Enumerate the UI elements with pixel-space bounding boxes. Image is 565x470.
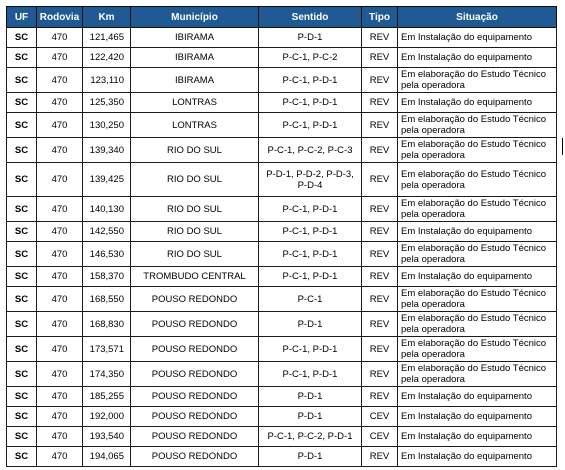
cell-situacao: Em Instalação do equipamento [398,447,557,467]
cell-tipo: REV [362,48,398,68]
cell-municipio: IBIRAMA [131,48,259,68]
cell-sentido: P-C-1, P-C-2, P-D-1 [259,427,362,447]
cell-situacao: Em Instalação do equipamento [398,427,557,447]
cell-uf: SC [7,138,37,163]
cell-uf: SC [7,222,37,242]
table-row [7,447,557,467]
cell-km: 125,350 [83,93,131,113]
header-municipio: Município [131,7,259,28]
header-km: Km [83,7,131,28]
cell-situacao: Em Instalação do equipamento [398,48,557,68]
cell-km: 139,425 [83,163,131,197]
cell-rodovia: 470 [37,312,83,337]
cell-sentido: P-D-1 [259,387,362,407]
cell-sentido: P-C-1, P-D-1 [259,362,362,387]
cell-tipo: REV [362,163,398,197]
cell-situacao: Em elaboração do Estudo Técnico pela operadora [398,138,557,163]
table-row [7,407,557,427]
text-cursor [562,138,563,155]
cell-rodovia: 470 [37,48,83,68]
cell-sentido: P-C-1, P-D-1 [259,267,362,287]
cell-sentido: P-C-1 [259,287,362,312]
cell-uf: SC [7,312,37,337]
cell-uf: SC [7,197,37,222]
cell-municipio: POUSO REDONDO [131,427,259,447]
cell-tipo: REV [362,362,398,387]
cell-uf: SC [7,163,37,197]
cell-situacao: Em Instalação do equipamento [398,222,557,242]
cell-rodovia: 470 [37,68,83,93]
table-header-row [7,7,557,28]
radar-table [6,6,557,467]
cell-km: 142,550 [83,222,131,242]
cell-tipo: REV [362,387,398,407]
cell-sentido: P-C-1, P-C-2 [259,48,362,68]
table-row [7,68,557,93]
cell-rodovia: 470 [37,267,83,287]
header-sentido: Sentido [259,7,362,28]
cell-sentido: P-D-1 [259,28,362,48]
cell-tipo: REV [362,447,398,467]
table-row [7,267,557,287]
cell-uf: SC [7,48,37,68]
cell-situacao: Em Instalação do equipamento [398,407,557,427]
cell-uf: SC [7,93,37,113]
cell-km: 158,370 [83,267,131,287]
cell-km: 168,550 [83,287,131,312]
cell-km: 173,571 [83,337,131,362]
cell-municipio: POUSO REDONDO [131,407,259,427]
cell-sentido: P-C-1, P-C-2, P-C-3 [259,138,362,163]
cell-rodovia: 470 [37,138,83,163]
cell-situacao: Em elaboração do Estudo Técnico pela operadora [398,287,557,312]
cell-km: 168,830 [83,312,131,337]
cell-uf: SC [7,337,37,362]
table-row [7,427,557,447]
header-rodovia: Rodovia [37,7,83,28]
cell-rodovia: 470 [37,222,83,242]
cell-uf: SC [7,267,37,287]
cell-situacao: Em elaboração do Estudo Técnico pela operadora [398,68,557,93]
cell-sentido: P-D-1 [259,312,362,337]
cell-rodovia: 470 [37,427,83,447]
cell-sentido: P-C-1, P-D-1 [259,93,362,113]
cell-situacao: Em Instalação do equipamento [398,387,557,407]
cell-uf: SC [7,407,37,427]
cell-km: 194,065 [83,447,131,467]
cell-rodovia: 470 [37,197,83,222]
cell-municipio: RIO DO SUL [131,242,259,267]
cell-tipo: REV [362,287,398,312]
cell-km: 122,420 [83,48,131,68]
table-row [7,48,557,68]
cell-tipo: CEV [362,407,398,427]
header-situacao: Situação [398,7,557,28]
cell-municipio: POUSO REDONDO [131,312,259,337]
cell-sentido: P-C-1, P-D-1 [259,113,362,138]
table-row [7,28,557,48]
cell-uf: SC [7,362,37,387]
cell-uf: SC [7,287,37,312]
cell-rodovia: 470 [37,113,83,138]
cell-situacao: Em elaboração do Estudo Técnico pela operadora [398,242,557,267]
cell-rodovia: 470 [37,407,83,427]
cell-tipo: REV [362,312,398,337]
cell-km: 123,110 [83,68,131,93]
cell-uf: SC [7,447,37,467]
cell-km: 174,350 [83,362,131,387]
cell-situacao: Em elaboração do Estudo Técnico pela operadora [398,312,557,337]
cell-sentido: P-D-1, P-D-2, P-D-3, P-D-4 [259,163,362,197]
table-row [7,138,557,163]
cell-tipo: REV [362,222,398,242]
header-tipo: Tipo [362,7,398,28]
cell-km: 146,530 [83,242,131,267]
cell-sentido: P-C-1, P-D-1 [259,337,362,362]
cell-uf: SC [7,113,37,138]
cell-sentido: P-C-1, P-D-1 [259,242,362,267]
cell-situacao: Em Instalação do equipamento [398,267,557,287]
cell-tipo: REV [362,267,398,287]
cell-municipio: RIO DO SUL [131,138,259,163]
table-row [7,337,557,362]
cell-tipo: REV [362,28,398,48]
cell-km: 130,250 [83,113,131,138]
cell-rodovia: 470 [37,242,83,267]
cell-municipio: RIO DO SUL [131,163,259,197]
table-row [7,163,557,197]
cell-rodovia: 470 [37,447,83,467]
cell-rodovia: 470 [37,287,83,312]
cell-sentido: P-D-1 [259,447,362,467]
cell-situacao: Em Instalação do equipamento [398,28,557,48]
table-row [7,93,557,113]
cell-km: 139,340 [83,138,131,163]
cell-tipo: REV [362,68,398,93]
cell-situacao: Em elaboração do Estudo Técnico pela operadora [398,362,557,387]
cell-uf: SC [7,387,37,407]
cell-municipio: POUSO REDONDO [131,447,259,467]
table-row [7,222,557,242]
cell-municipio: POUSO REDONDO [131,362,259,387]
cell-municipio: IBIRAMA [131,68,259,93]
cell-sentido: P-C-1, P-D-1 [259,68,362,93]
cell-situacao: Em elaboração do Estudo Técnico pela operadora [398,163,557,197]
cell-situacao: Em Instalação do equipamento [398,93,557,113]
cell-situacao: Em elaboração do Estudo Técnico pela operadora [398,197,557,222]
cell-municipio: RIO DO SUL [131,222,259,242]
cell-rodovia: 470 [37,362,83,387]
header-uf: UF [7,7,37,28]
cell-uf: SC [7,242,37,267]
cell-rodovia: 470 [37,93,83,113]
cell-tipo: REV [362,242,398,267]
cell-tipo: CEV [362,427,398,447]
cell-municipio: LONTRAS [131,113,259,138]
table-row [7,197,557,222]
cell-tipo: REV [362,93,398,113]
cell-rodovia: 470 [37,163,83,197]
cell-uf: SC [7,427,37,447]
table-row [7,113,557,138]
cell-uf: SC [7,68,37,93]
cell-km: 121,465 [83,28,131,48]
cell-municipio: LONTRAS [131,93,259,113]
cell-km: 185,255 [83,387,131,407]
cell-municipio: RIO DO SUL [131,197,259,222]
table-row [7,362,557,387]
cell-municipio: POUSO REDONDO [131,387,259,407]
cell-tipo: REV [362,197,398,222]
cell-tipo: REV [362,337,398,362]
cell-rodovia: 470 [37,337,83,362]
cell-situacao: Em elaboração do Estudo Técnico pela operadora [398,337,557,362]
cell-uf: SC [7,28,37,48]
table-row [7,242,557,267]
table-row [7,387,557,407]
cell-km: 140,130 [83,197,131,222]
cell-municipio: TROMBUDO CENTRAL [131,267,259,287]
cell-tipo: REV [362,138,398,163]
cell-municipio: POUSO REDONDO [131,287,259,312]
table-row [7,312,557,337]
cell-sentido: P-D-1 [259,407,362,427]
cell-rodovia: 470 [37,387,83,407]
cell-rodovia: 470 [37,28,83,48]
cell-municipio: IBIRAMA [131,28,259,48]
cell-sentido: P-C-1, P-D-1 [259,197,362,222]
cell-tipo: REV [362,113,398,138]
table-row [7,287,557,312]
cell-municipio: POUSO REDONDO [131,337,259,362]
cell-sentido: P-C-1, P-D-1 [259,222,362,242]
cell-km: 192,000 [83,407,131,427]
cell-km: 193,540 [83,427,131,447]
cell-situacao: Em elaboração do Estudo Técnico pela operadora [398,113,557,138]
